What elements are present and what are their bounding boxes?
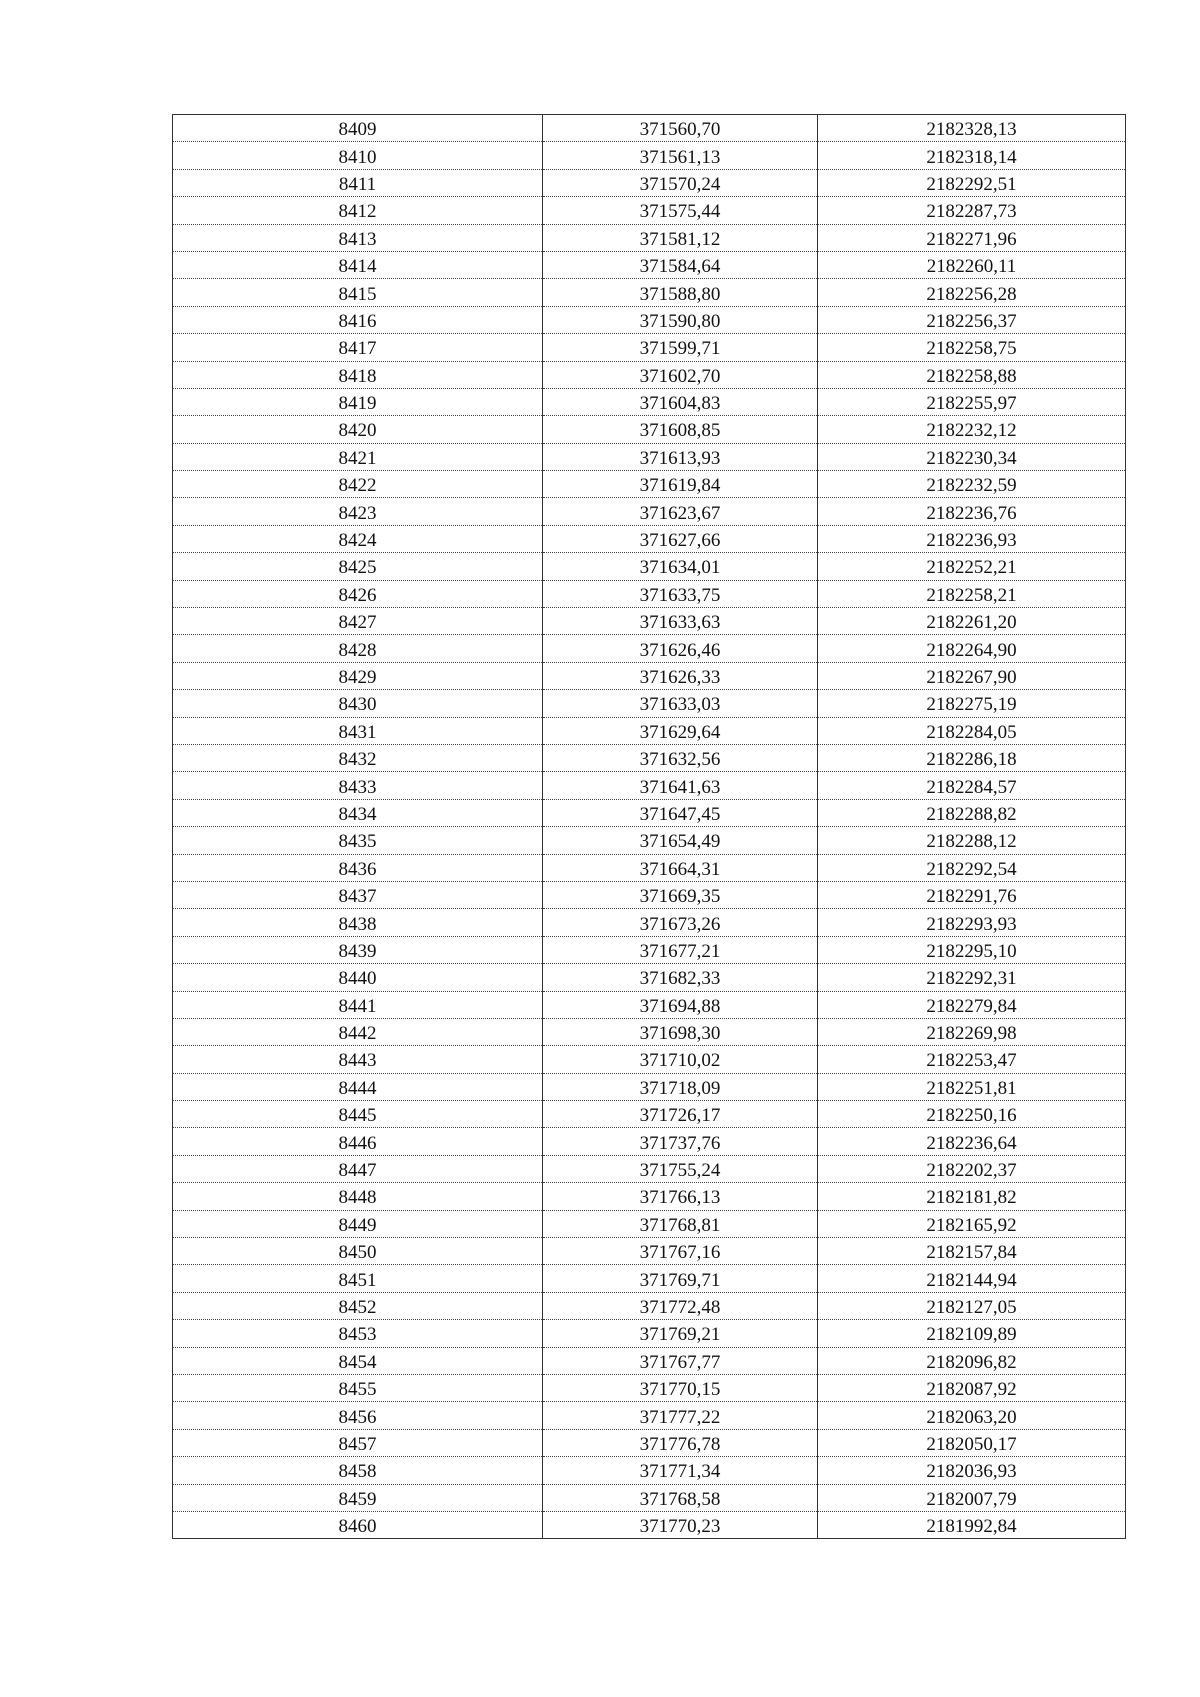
- x-coordinate-cell: 371613,93: [543, 443, 818, 470]
- y-coordinate-cell: 2182063,20: [818, 1402, 1126, 1429]
- y-coordinate-cell: 2182288,12: [818, 827, 1126, 854]
- y-coordinate-cell: 2182251,81: [818, 1073, 1126, 1100]
- table-row: [173, 251, 1126, 278]
- x-coordinate-cell: 371629,64: [543, 717, 818, 744]
- point-number-cell: 8424: [173, 525, 543, 552]
- y-coordinate-cell: 2182292,54: [818, 854, 1126, 881]
- point-number-cell: 8445: [173, 1101, 543, 1128]
- table-row: [173, 306, 1126, 333]
- coordinate-table-body: [173, 115, 1126, 1539]
- x-coordinate-cell: 371633,03: [543, 690, 818, 717]
- table-row: [173, 1018, 1126, 1045]
- point-number-cell: 8441: [173, 991, 543, 1018]
- table-row: [173, 1429, 1126, 1456]
- x-coordinate-cell: 371682,33: [543, 964, 818, 991]
- x-coordinate-cell: 371677,21: [543, 936, 818, 963]
- point-number-cell: 8443: [173, 1046, 543, 1073]
- point-number-cell: 8416: [173, 306, 543, 333]
- table-row: [173, 1292, 1126, 1319]
- point-number-cell: 8431: [173, 717, 543, 744]
- table-row: [173, 553, 1126, 580]
- point-number-cell: 8415: [173, 279, 543, 306]
- point-number-cell: 8411: [173, 169, 543, 196]
- x-coordinate-cell: 371772,48: [543, 1292, 818, 1319]
- point-number-cell: 8421: [173, 443, 543, 470]
- x-coordinate-cell: 371726,17: [543, 1101, 818, 1128]
- table-row: [173, 1402, 1126, 1429]
- y-coordinate-cell: 2182165,92: [818, 1210, 1126, 1237]
- x-coordinate-cell: 371767,16: [543, 1238, 818, 1265]
- table-row: [173, 1238, 1126, 1265]
- point-number-cell: 8458: [173, 1457, 543, 1484]
- x-coordinate-cell: 371633,75: [543, 580, 818, 607]
- y-coordinate-cell: 2182260,11: [818, 251, 1126, 278]
- point-number-cell: 8427: [173, 608, 543, 635]
- point-number-cell: 8450: [173, 1238, 543, 1265]
- x-coordinate-cell: 371654,49: [543, 827, 818, 854]
- x-coordinate-cell: 371694,88: [543, 991, 818, 1018]
- y-coordinate-cell: 2182157,84: [818, 1238, 1126, 1265]
- table-row: [173, 1210, 1126, 1237]
- table-row: [173, 909, 1126, 936]
- table-row: [173, 964, 1126, 991]
- y-coordinate-cell: 2182261,20: [818, 608, 1126, 635]
- table-row: [173, 279, 1126, 306]
- x-coordinate-cell: 371570,24: [543, 169, 818, 196]
- point-number-cell: 8410: [173, 142, 543, 169]
- y-coordinate-cell: 2182284,05: [818, 717, 1126, 744]
- point-number-cell: 8434: [173, 799, 543, 826]
- x-coordinate-cell: 371627,66: [543, 525, 818, 552]
- table-row: [173, 169, 1126, 196]
- y-coordinate-cell: 2182036,93: [818, 1457, 1126, 1484]
- point-number-cell: 8433: [173, 772, 543, 799]
- x-coordinate-cell: 371770,15: [543, 1374, 818, 1401]
- table-row: [173, 1374, 1126, 1401]
- table-row: [173, 1347, 1126, 1374]
- point-number-cell: 8436: [173, 854, 543, 881]
- x-coordinate-cell: 371623,67: [543, 498, 818, 525]
- y-coordinate-cell: 2182236,76: [818, 498, 1126, 525]
- table-row: [173, 416, 1126, 443]
- table-row: [173, 361, 1126, 388]
- y-coordinate-cell: 2182109,89: [818, 1320, 1126, 1347]
- table-row: [173, 1320, 1126, 1347]
- point-number-cell: 8439: [173, 936, 543, 963]
- table-row: [173, 936, 1126, 963]
- table-row: [173, 1155, 1126, 1182]
- table-row: [173, 635, 1126, 662]
- y-coordinate-cell: 2182250,16: [818, 1101, 1126, 1128]
- y-coordinate-cell: 2182287,73: [818, 197, 1126, 224]
- x-coordinate-cell: 371769,21: [543, 1320, 818, 1347]
- x-coordinate-cell: 371619,84: [543, 471, 818, 498]
- table-row: [173, 1046, 1126, 1073]
- y-coordinate-cell: 2182236,64: [818, 1128, 1126, 1155]
- y-coordinate-cell: 2182284,57: [818, 772, 1126, 799]
- point-number-cell: 8459: [173, 1484, 543, 1511]
- point-number-cell: 8409: [173, 115, 543, 142]
- x-coordinate-cell: 371673,26: [543, 909, 818, 936]
- y-coordinate-cell: 2182293,93: [818, 909, 1126, 936]
- table-row: [173, 471, 1126, 498]
- point-number-cell: 8447: [173, 1155, 543, 1182]
- point-number-cell: 8460: [173, 1511, 543, 1538]
- y-coordinate-cell: 2182271,96: [818, 224, 1126, 251]
- table-row: [173, 1511, 1126, 1538]
- point-number-cell: 8446: [173, 1128, 543, 1155]
- table-row: [173, 827, 1126, 854]
- table-row: [173, 388, 1126, 415]
- table-row: [173, 690, 1126, 717]
- x-coordinate-cell: 371604,83: [543, 388, 818, 415]
- y-coordinate-cell: 2182144,94: [818, 1265, 1126, 1292]
- x-coordinate-cell: 371584,64: [543, 251, 818, 278]
- y-coordinate-cell: 2182255,97: [818, 388, 1126, 415]
- table-row: [173, 799, 1126, 826]
- x-coordinate-cell: 371588,80: [543, 279, 818, 306]
- y-coordinate-cell: 2182275,19: [818, 690, 1126, 717]
- point-number-cell: 8422: [173, 471, 543, 498]
- y-coordinate-cell: 2182232,12: [818, 416, 1126, 443]
- y-coordinate-cell: 2182087,92: [818, 1374, 1126, 1401]
- point-number-cell: 8430: [173, 690, 543, 717]
- x-coordinate-cell: 371777,22: [543, 1402, 818, 1429]
- y-coordinate-cell: 2181992,84: [818, 1511, 1126, 1538]
- y-coordinate-cell: 2182288,82: [818, 799, 1126, 826]
- table-row: [173, 881, 1126, 908]
- table-row: [173, 1265, 1126, 1292]
- x-coordinate-cell: 371776,78: [543, 1429, 818, 1456]
- table-row: [173, 772, 1126, 799]
- y-coordinate-cell: 2182318,14: [818, 142, 1126, 169]
- y-coordinate-cell: 2182286,18: [818, 744, 1126, 771]
- table-row: [173, 744, 1126, 771]
- point-number-cell: 8412: [173, 197, 543, 224]
- x-coordinate-cell: 371626,33: [543, 662, 818, 689]
- x-coordinate-cell: 371626,46: [543, 635, 818, 662]
- x-coordinate-cell: 371768,81: [543, 1210, 818, 1237]
- y-coordinate-cell: 2182127,05: [818, 1292, 1126, 1319]
- table-row: [173, 991, 1126, 1018]
- x-coordinate-cell: 371755,24: [543, 1155, 818, 1182]
- y-coordinate-cell: 2182279,84: [818, 991, 1126, 1018]
- point-number-cell: 8453: [173, 1320, 543, 1347]
- point-number-cell: 8449: [173, 1210, 543, 1237]
- table-row: [173, 1183, 1126, 1210]
- table-row: [173, 334, 1126, 361]
- point-number-cell: 8456: [173, 1402, 543, 1429]
- x-coordinate-cell: 371710,02: [543, 1046, 818, 1073]
- point-number-cell: 8454: [173, 1347, 543, 1374]
- x-coordinate-cell: 371769,71: [543, 1265, 818, 1292]
- x-coordinate-cell: 371766,13: [543, 1183, 818, 1210]
- y-coordinate-cell: 2182253,47: [818, 1046, 1126, 1073]
- y-coordinate-cell: 2182202,37: [818, 1155, 1126, 1182]
- table-row: [173, 142, 1126, 169]
- point-number-cell: 8418: [173, 361, 543, 388]
- x-coordinate-cell: 371633,63: [543, 608, 818, 635]
- x-coordinate-cell: 371561,13: [543, 142, 818, 169]
- point-number-cell: 8452: [173, 1292, 543, 1319]
- point-number-cell: 8457: [173, 1429, 543, 1456]
- table-row: [173, 1073, 1126, 1100]
- x-coordinate-cell: 371767,77: [543, 1347, 818, 1374]
- x-coordinate-cell: 371590,80: [543, 306, 818, 333]
- x-coordinate-cell: 371698,30: [543, 1018, 818, 1045]
- y-coordinate-cell: 2182291,76: [818, 881, 1126, 908]
- y-coordinate-cell: 2182236,93: [818, 525, 1126, 552]
- y-coordinate-cell: 2182292,51: [818, 169, 1126, 196]
- point-number-cell: 8419: [173, 388, 543, 415]
- y-coordinate-cell: 2182232,59: [818, 471, 1126, 498]
- y-coordinate-cell: 2182258,75: [818, 334, 1126, 361]
- y-coordinate-cell: 2182258,88: [818, 361, 1126, 388]
- point-number-cell: 8420: [173, 416, 543, 443]
- y-coordinate-cell: 2182258,21: [818, 580, 1126, 607]
- x-coordinate-cell: 371634,01: [543, 553, 818, 580]
- x-coordinate-cell: 371560,70: [543, 115, 818, 142]
- x-coordinate-cell: 371768,58: [543, 1484, 818, 1511]
- table-row: [173, 1457, 1126, 1484]
- y-coordinate-cell: 2182096,82: [818, 1347, 1126, 1374]
- table-row: [173, 662, 1126, 689]
- point-number-cell: 8423: [173, 498, 543, 525]
- y-coordinate-cell: 2182181,82: [818, 1183, 1126, 1210]
- point-number-cell: 8435: [173, 827, 543, 854]
- y-coordinate-cell: 2182256,37: [818, 306, 1126, 333]
- y-coordinate-cell: 2182267,90: [818, 662, 1126, 689]
- table-row: [173, 443, 1126, 470]
- coordinate-table: [172, 114, 1126, 1539]
- table-row: [173, 1128, 1126, 1155]
- table-row: [173, 608, 1126, 635]
- table-row: [173, 115, 1126, 142]
- table-row: [173, 224, 1126, 251]
- point-number-cell: 8425: [173, 553, 543, 580]
- table-row: [173, 197, 1126, 224]
- y-coordinate-cell: 2182328,13: [818, 115, 1126, 142]
- x-coordinate-cell: 371718,09: [543, 1073, 818, 1100]
- point-number-cell: 8413: [173, 224, 543, 251]
- table-row: [173, 525, 1126, 552]
- y-coordinate-cell: 2182007,79: [818, 1484, 1126, 1511]
- point-number-cell: 8417: [173, 334, 543, 361]
- x-coordinate-cell: 371647,45: [543, 799, 818, 826]
- point-number-cell: 8426: [173, 580, 543, 607]
- point-number-cell: 8442: [173, 1018, 543, 1045]
- point-number-cell: 8432: [173, 744, 543, 771]
- x-coordinate-cell: 371599,71: [543, 334, 818, 361]
- x-coordinate-cell: 371608,85: [543, 416, 818, 443]
- point-number-cell: 8429: [173, 662, 543, 689]
- y-coordinate-cell: 2182256,28: [818, 279, 1126, 306]
- point-number-cell: 8414: [173, 251, 543, 278]
- point-number-cell: 8438: [173, 909, 543, 936]
- y-coordinate-cell: 2182264,90: [818, 635, 1126, 662]
- table-row: [173, 1101, 1126, 1128]
- x-coordinate-cell: 371771,34: [543, 1457, 818, 1484]
- point-number-cell: 8444: [173, 1073, 543, 1100]
- table-row: [173, 498, 1126, 525]
- x-coordinate-cell: 371632,56: [543, 744, 818, 771]
- point-number-cell: 8455: [173, 1374, 543, 1401]
- y-coordinate-cell: 2182295,10: [818, 936, 1126, 963]
- y-coordinate-cell: 2182230,34: [818, 443, 1126, 470]
- point-number-cell: 8437: [173, 881, 543, 908]
- point-number-cell: 8451: [173, 1265, 543, 1292]
- point-number-cell: 8448: [173, 1183, 543, 1210]
- x-coordinate-cell: 371581,12: [543, 224, 818, 251]
- y-coordinate-cell: 2182292,31: [818, 964, 1126, 991]
- point-number-cell: 8440: [173, 964, 543, 991]
- y-coordinate-cell: 2182269,98: [818, 1018, 1126, 1045]
- point-number-cell: 8428: [173, 635, 543, 662]
- x-coordinate-cell: 371602,70: [543, 361, 818, 388]
- x-coordinate-cell: 371669,35: [543, 881, 818, 908]
- table-row: [173, 717, 1126, 744]
- x-coordinate-cell: 371770,23: [543, 1511, 818, 1538]
- table-row: [173, 854, 1126, 881]
- x-coordinate-cell: 371737,76: [543, 1128, 818, 1155]
- x-coordinate-cell: 371664,31: [543, 854, 818, 881]
- y-coordinate-cell: 2182252,21: [818, 553, 1126, 580]
- x-coordinate-cell: 371641,63: [543, 772, 818, 799]
- table-row: [173, 1484, 1126, 1511]
- y-coordinate-cell: 2182050,17: [818, 1429, 1126, 1456]
- table-row: [173, 580, 1126, 607]
- x-coordinate-cell: 371575,44: [543, 197, 818, 224]
